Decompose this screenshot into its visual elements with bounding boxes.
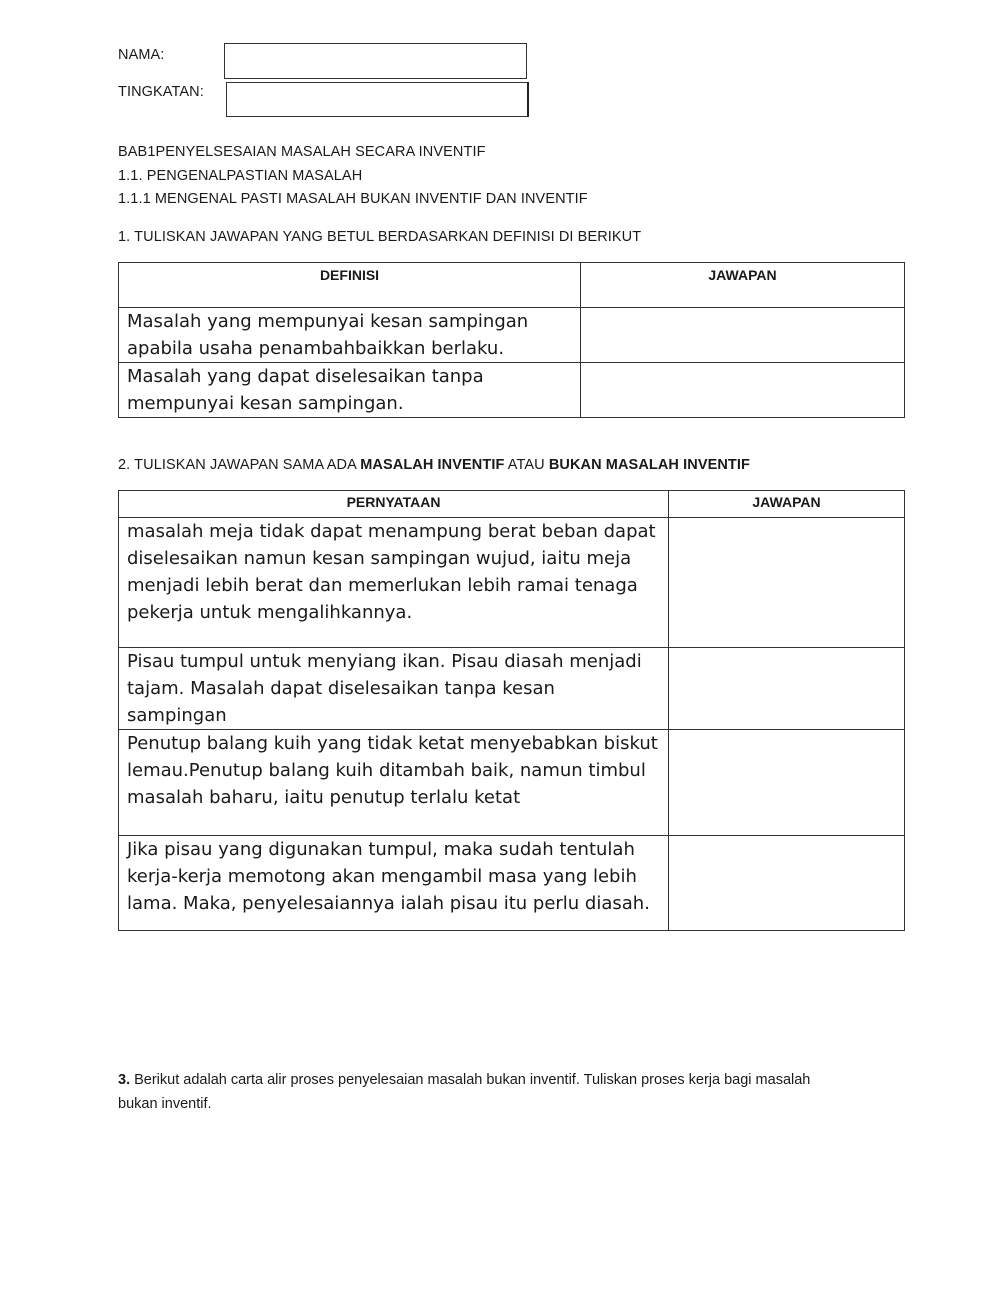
answer-input[interactable] (669, 518, 904, 646)
definition-text: Masalah yang mempunyai kesan sampingan apabila usaha penambahbaikkan berlaku. (119, 308, 581, 363)
answer-input[interactable] (669, 730, 904, 834)
form-input[interactable] (227, 83, 527, 116)
statement-text: Pisau tumpul untuk menyiang ikan. Pisau diasah menjadi tajam. Masalah dapat diselesaikan tanpa kesan sampingan (119, 648, 669, 730)
answer-input[interactable] (581, 363, 904, 416)
statement-table-header (119, 491, 905, 518)
question2-option-inventive: MASALAH INVENTIF (360, 457, 505, 473)
answer-cell[interactable] (581, 308, 905, 363)
definition-table-header (119, 263, 905, 308)
question3-text (118, 1068, 848, 1116)
answer-input[interactable] (669, 836, 904, 929)
question2-instruction-prefix: 2. TULISKAN JAWAPAN SAMA ADA (118, 457, 361, 473)
answer-input[interactable] (669, 648, 904, 717)
table-row (119, 730, 905, 836)
answer-cell[interactable] (669, 648, 905, 730)
table-row (119, 518, 905, 648)
question3-number: 3. (118, 1072, 131, 1088)
table-row (119, 836, 905, 931)
statement-text: Penutup balang kuih yang tidak ketat menyebabkan biskut lemau.Penutup balang kuih ditambah baik, namun timbul masalah baharu, iaitu penutup terlalu ketat (119, 730, 669, 836)
question2-option-non-inventive: BUKAN MASALAH INVENTIF (548, 457, 750, 473)
section-title: 1.1. PENGENALPASTIAN MASALAH (118, 168, 363, 184)
statement-text: Jika pisau yang digunakan tumpul, maka sudah tentulah kerja-kerja memotong akan mengambil masa yang lebih lama. Maka, penyelesaiannya ialah pisau itu perlu diasah. (119, 836, 669, 931)
form-input-box[interactable] (226, 82, 529, 117)
question2-instruction-middle: ATAU (504, 457, 549, 473)
statement-header: PERNYATAAN (119, 491, 669, 518)
table-row (119, 363, 905, 418)
answer-cell[interactable] (669, 836, 905, 931)
form-label: TINGKATAN: (118, 84, 204, 100)
table-row (119, 308, 905, 363)
name-input[interactable] (225, 44, 526, 78)
answer-input[interactable] (581, 308, 904, 361)
answer-cell[interactable] (669, 518, 905, 648)
answer-cell[interactable] (669, 730, 905, 836)
definition-text: Masalah yang dapat diselesaikan tanpa mempunyai kesan sampingan. (119, 363, 581, 418)
answer-header: JAWAPAN (581, 263, 905, 308)
answer-cell[interactable] (581, 363, 905, 418)
name-label: NAMA: (118, 47, 165, 63)
question1-instruction: 1. TULISKAN JAWAPAN YANG BETUL BERDASARKAN DEFINISI DI BERIKUT (118, 229, 642, 245)
question3-body: Berikut adalah carta alir proses penyelesaian masalah bukan inventif. Tuliskan proses kerja bagi masalah bukan inventif. (118, 1072, 811, 1112)
subsection-title: 1.1.1 MENGENAL PASTI MASALAH BUKAN INVENTIF DAN INVENTIF (118, 191, 588, 207)
name-input-box[interactable] (224, 43, 527, 79)
chapter-title: BAB1PENYELSESAIAN MASALAH SECARA INVENTIF (118, 144, 486, 160)
question2-instruction (118, 457, 750, 473)
statement-table (118, 490, 905, 931)
definition-table (118, 262, 905, 418)
table-row (119, 648, 905, 730)
statement-text: masalah meja tidak dapat menampung berat beban dapat diselesaikan namun kesan sampingan wujud, iaitu meja menjadi lebih berat dan memerlukan lebih ramai tenaga pekerja untuk mengalihkannya. (119, 518, 669, 648)
answer-header: JAWAPAN (669, 491, 905, 518)
definition-header: DEFINISI (119, 263, 581, 308)
